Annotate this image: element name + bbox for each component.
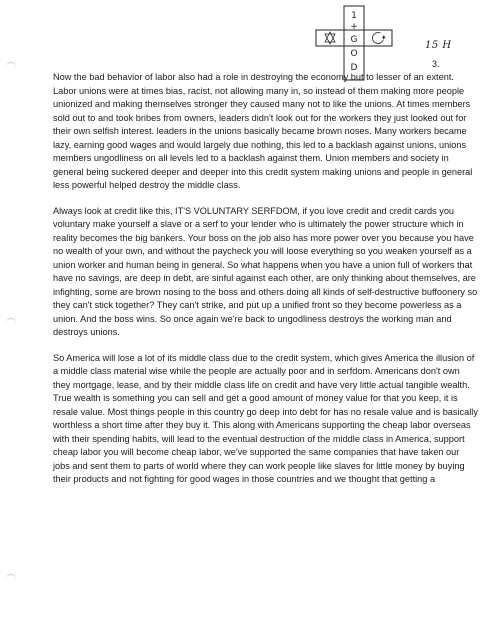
- paragraph-middle-class: So America will lose a lot of its middle class due to the credit system, which gives America the illusion of a middle class material wise while the people are actually poor and in serfdom. Americans don't own they mortgage, lease, and by their middle class life on credit and have very little actual tangible wealth. True wealth is something you can sell and get a good amount of money value for that you keep, it is resale value. Most things people in this country go deep into debt for has no resale value and is basically worthless a short time after they buy it. This along with Americans supporting the cheap labor overseas with their spending habits, will lead to the eventual destruction of the middle class in America, support cheap labor you will become cheap labor, we've supported the same companies that have taken our jobs and sent them to parts of world where they can work people like slaves for little money by buying their products and not fighting for good wages in those countries and we thought that getting a: [53, 352, 478, 484]
- handwritten-page-id: 15 H: [425, 40, 452, 51]
- page-number: 3.: [432, 59, 440, 69]
- document-body: [53, 71, 478, 499]
- scan-punch-mark-bottom: [6, 574, 16, 583]
- svg-text:O: O: [350, 49, 358, 59]
- svg-text:G: G: [350, 35, 358, 45]
- paragraph-voluntary-serfdom: Always look at credit like this, IT'S VOLUNTARY SERFDOM, if you love credit and credit cards you voluntary make yourself a slave or a serf to your lender who is ultimately the power structure which in reality becomes the big bankers. Your boss on the job also has more power over you because you have no wealth of your own, and without the paycheck you will loose everything so you weaken yourself as a union worker and human being in general. So what happens when you have a union full of workers that have no savings, are deep in debt, are sinful against each other, are only thinking about themselves, are infighting, some are brown nosing to the boss and others doing all kinds of self-destructive buffoonery so they can't stick together? They can't strike, and put up a unified front so they become powerless as a union. And the boss wins. So once again we're back to ungodliness destroys the working man and destroys unions.: [53, 205, 478, 337]
- scan-punch-mark-top: [6, 62, 16, 71]
- svg-text:+: +: [350, 22, 358, 32]
- svg-text:D: D: [350, 63, 358, 73]
- scan-punch-mark-middle: [6, 318, 16, 327]
- svg-text:1: 1: [351, 11, 357, 21]
- paragraph-labor-unions: Now the bad behavior of labor also had a role in destroying the economy but to lesser of an extent. Labor unions were at times bias, racist, not allowing many in, so instead of them making more people unionized and making themselves stronger they caused many not to like the unions. At times members sold out to and took bribes from owners, leaders didn't look out for the workers they just looked out for their own selfish interest. leaders in the unions basically became brown noses. Many workers became lazy, earning good wages and would largely due nothing, this led to a backlash against unions, unions members ungodliness on all levels led to a backlash against them. Union members and society in general being suckered deeper and deeper into this credit system making unions and people in general less powerful helped destroy the middle class.: [53, 72, 473, 190]
